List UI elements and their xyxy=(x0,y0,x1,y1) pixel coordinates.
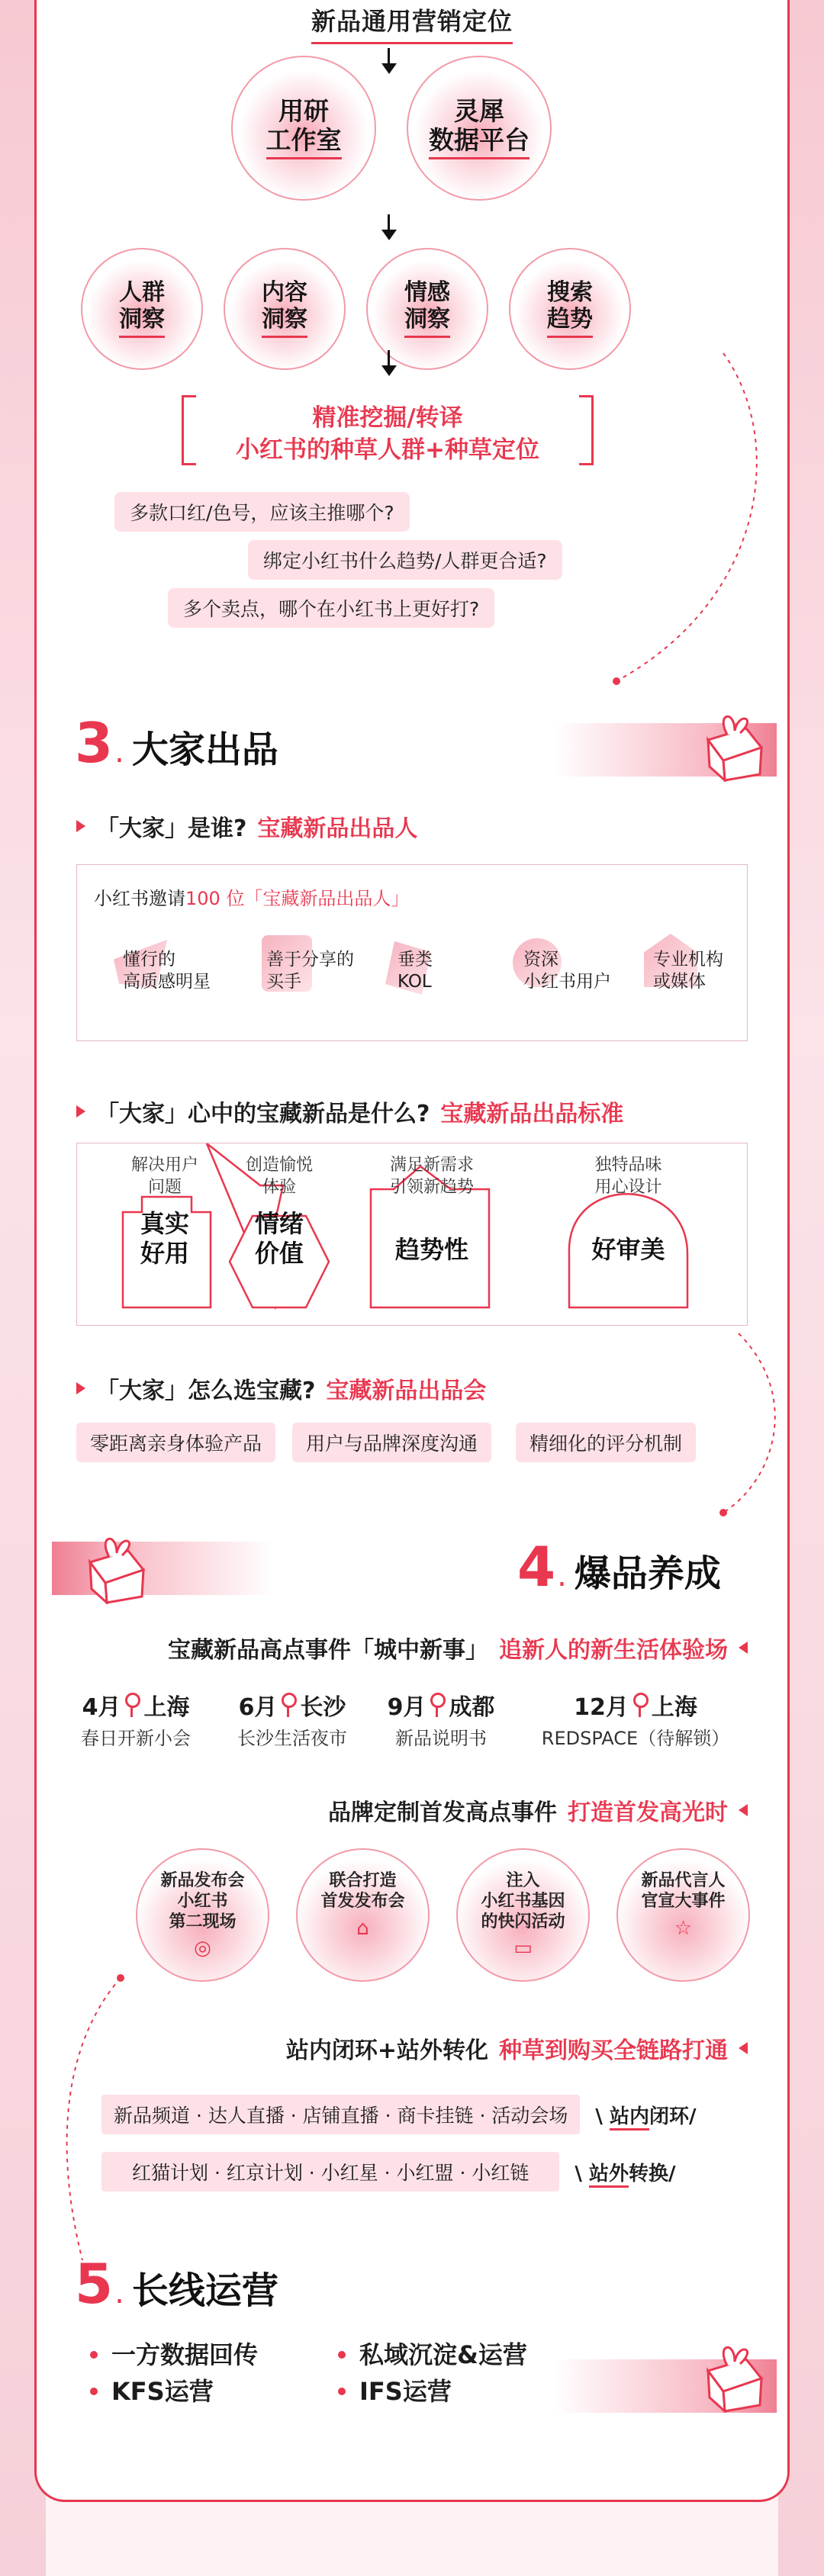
question-pill: 多个卖点，哪个在小红书上更好打? xyxy=(168,588,494,628)
down-arrow-icon xyxy=(380,214,398,245)
gift-box-icon xyxy=(693,706,769,782)
section-5-header: 5 . 长线运营 xyxy=(75,2252,278,2316)
shop-icon: ▭ xyxy=(513,1937,533,1960)
decorative-dashed-curve xyxy=(37,1970,189,2291)
section-title: 长线运营 xyxy=(131,2269,278,2312)
chain-onsite-tag: \ 站内闭环/ xyxy=(595,2101,696,2129)
standards-box xyxy=(76,1143,748,1326)
stage-icon: ⌂ xyxy=(356,1916,369,1940)
tag-buyer: 善于分享的 买手 xyxy=(266,949,354,993)
location-pin-icon xyxy=(632,1693,649,1717)
decorative-dashed-curve xyxy=(540,346,784,696)
triangle-bullet-icon xyxy=(739,2042,748,2054)
location-pin-icon xyxy=(124,1693,140,1717)
ops-item: IFS运营 xyxy=(338,2373,527,2410)
section-number: 3 xyxy=(75,711,114,775)
gift-box-icon xyxy=(693,2336,769,2413)
triangle-bullet-icon xyxy=(739,1642,748,1654)
bubble-research-studio xyxy=(231,56,376,201)
bubble-label: 用研 工作室 xyxy=(266,97,342,160)
decorative-dashed-curve xyxy=(624,1326,790,1524)
pill-communication: 用户与品牌深度沟通 xyxy=(292,1423,491,1462)
section-4-header: 4 . 爆品养成 xyxy=(517,1535,721,1599)
chain-onsite xyxy=(101,2095,696,2134)
chain-offsite-items: 红猫计划 · 红京计划 · 小红星 · 小红盟 · 小红链 xyxy=(101,2152,559,2192)
event-changsha: 6月 长沙 长沙生活夜市 xyxy=(237,1694,347,1749)
tag-institution: 专业机构 或媒体 xyxy=(653,949,723,993)
standard-aesthetic: 独特品味 用心设计 好审美 xyxy=(591,1156,665,1265)
location-pin-icon xyxy=(280,1693,297,1717)
bubble-label: 搜索 趋势 xyxy=(547,280,593,338)
sec3-q2: 「大家」心中的宝藏新品是什么? 宝藏新品出品标准 xyxy=(76,1095,623,1128)
chain-offsite-tag: \ 站外转换/ xyxy=(575,2158,675,2186)
bubble-content-insight xyxy=(224,248,346,370)
ops-list-left xyxy=(90,2336,258,2410)
section-number: 4 xyxy=(517,1535,556,1599)
sec3-q3: 「大家」怎么选宝藏? 宝藏新品出品会 xyxy=(76,1372,486,1405)
pill-experience: 零距离亲身体验产品 xyxy=(76,1423,275,1462)
pill-scoring: 精细化的评分机制 xyxy=(516,1423,696,1462)
section-title: 爆品养成 xyxy=(574,1552,721,1595)
question-pill: 绑定小红书什么趋势/人群更合适? xyxy=(248,540,562,580)
down-arrow-icon xyxy=(380,350,398,381)
chain-onsite-items: 新品频道 · 达人直播 · 店铺直播 · 商卡挂链 · 活动会场 xyxy=(101,2095,580,2134)
ops-item: KFS运营 xyxy=(90,2373,258,2410)
triangle-bullet-icon xyxy=(76,1105,85,1118)
triangle-bullet-icon xyxy=(76,1382,85,1394)
location-pin-icon xyxy=(429,1693,446,1717)
circle-joint-launch: 联合打造 首发发布会 ⌂ xyxy=(296,1848,430,1982)
bubble-label: 人群 洞察 xyxy=(119,280,165,338)
sec4-h2: 品牌定制首发高点事件 打造首发高光时 xyxy=(328,1793,748,1827)
camera-icon: ◎ xyxy=(194,1937,211,1960)
tag-kol: 垂类 KOL xyxy=(398,949,433,993)
section-number: 5 xyxy=(75,2252,114,2316)
question-pill: 多款口红/色号，应该主推哪个? xyxy=(114,492,410,532)
box-note: 小红书邀请100 位「宝藏新品出品人」 xyxy=(94,888,410,909)
ops-item: 一方数据回传 xyxy=(90,2336,258,2373)
event-shanghai-spring: 4月 上海 春日开新小会 xyxy=(81,1694,191,1749)
circle-spokesperson: 新品代言人 官宣大事件 ☆ xyxy=(616,1848,750,1982)
tag-celebrity: 懂行的 高质感明星 xyxy=(123,949,211,993)
bubble-data-platform xyxy=(407,56,552,201)
section-title: 大家出品 xyxy=(131,728,278,771)
standard-real-useful: 解决用户 问题 真实 好用 xyxy=(130,1156,198,1268)
down-arrow-icon xyxy=(380,48,398,79)
gift-box-icon xyxy=(75,1528,151,1604)
ops-item: 私域沉淀&运营 xyxy=(338,2336,527,2373)
content-card xyxy=(34,0,790,2502)
bubble-label: 情感 洞察 xyxy=(404,280,450,338)
circle-popup-event: 注入 小红书基因 的快闪活动 ▭ xyxy=(456,1848,590,1982)
triangle-bullet-icon xyxy=(76,820,85,832)
event-redspace: 12月 上海 REDSPACE（待解锁） xyxy=(541,1694,730,1749)
standard-trend: 满足新需求 引领新趋势 趋势性 xyxy=(389,1156,474,1265)
bracket-line-2: 小红书的种草人群+种草定位 xyxy=(236,436,539,464)
star-icon: ☆ xyxy=(674,1916,693,1940)
positioning-bracket xyxy=(182,395,594,464)
sec3-q1: 「大家」是谁? 宝藏新品出品人 xyxy=(76,809,417,843)
bubble-crowd-insight xyxy=(81,248,203,370)
standard-emotion-value: 创造愉悦 体验 情绪 价值 xyxy=(245,1156,313,1268)
triangle-bullet-icon xyxy=(739,1804,748,1816)
ops-list-right xyxy=(338,2336,527,2410)
positioning-title: 新品通用营销定位 xyxy=(37,2,787,44)
section-3-header: 3 . 大家出品 xyxy=(75,711,278,775)
bracket-line-1: 精准挖掘/转译 xyxy=(312,404,463,432)
bubble-label: 内容 洞察 xyxy=(262,280,307,338)
bubble-label: 灵犀 数据平台 xyxy=(429,97,529,160)
tag-senior-user: 资深 小红书用户 xyxy=(523,949,611,993)
influencer-box xyxy=(76,864,748,1041)
sec4-h3: 站内闭环+站外转化 种草到购买全链路打通 xyxy=(286,2031,748,2065)
event-chengdu: 9月 成都 新品说明书 xyxy=(387,1694,495,1749)
sec4-h1: 宝藏新品高点事件「城中新事」 追新人的新生活体验场 xyxy=(168,1631,748,1664)
circle-launch-second-venue: 新品发布会 小红书 第二现场 ◎ xyxy=(136,1848,269,1982)
